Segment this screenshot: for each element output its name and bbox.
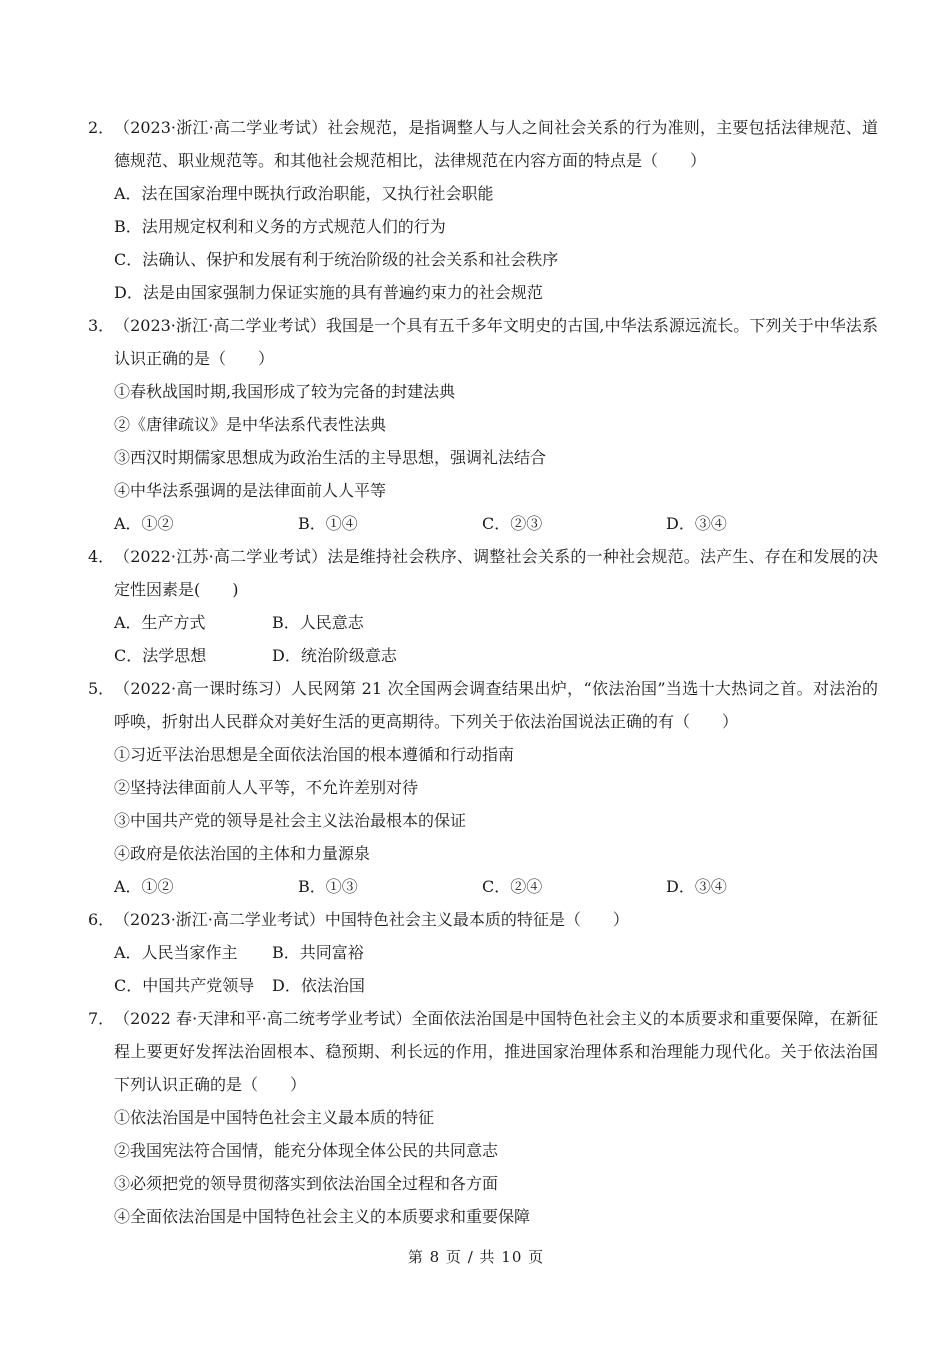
question-number: 2．	[88, 118, 115, 137]
statement-3: ③西汉时期儒家思想成为政治生活的主导思想，强调礼法结合	[114, 448, 547, 467]
statement-2: ②坚持法律面前人人平等，不允许差别对待	[114, 778, 419, 797]
question-4	[88, 540, 878, 672]
option-c: C．法确认、保护和发展有利于统治阶级的社会关系和社会秩序	[114, 250, 559, 269]
question-number: 4．	[88, 547, 115, 566]
option-b: B．①④	[298, 514, 358, 533]
option-b: B．法用规定权利和义务的方式规范人们的行为	[114, 217, 446, 236]
question-text: 法是维持社会秩序、调整社会关系的一种社会规范。法产生、存在和发展的决定性因素是( )	[114, 547, 878, 599]
option-c: C．②④	[482, 877, 543, 896]
option-c: C．②③	[482, 514, 543, 533]
options-row	[88, 507, 878, 540]
option-a: A．①②	[114, 877, 174, 896]
question-text: 人民网第 21 次全国两会调查结果出炉，“依法治国”当选十大热词之首。对法治的呼唤，折射出人民群众对美好生活的更高期待。下列关于依法治国说法正确的有（ ）	[114, 679, 878, 731]
statement-2: ②我国宪法符合国情，能充分体现全体公民的共同意志	[114, 1141, 499, 1160]
question-number: 3．	[88, 316, 115, 335]
statement-3: ③中国共产党的领导是社会主义法治最根本的保证	[114, 811, 467, 830]
statement-1: ①习近平法治思想是全面依法治国的根本遵循和行动指南	[114, 745, 515, 764]
question-7	[88, 1002, 878, 1233]
option-d: D．依法治国	[272, 976, 365, 995]
question-text: 中国特色社会主义最本质的特征是（ ）	[324, 910, 629, 929]
statement-1: ①春秋战国时期,我国形成了较为完备的封建法典	[114, 382, 456, 401]
options-row	[88, 870, 878, 903]
option-c: C．中国共产党领导	[114, 976, 255, 995]
question-number: 7．	[88, 1009, 115, 1028]
question-source: （2023·浙江·高二学业考试）	[114, 118, 328, 137]
question-3	[88, 309, 878, 540]
options-row	[88, 606, 878, 639]
statement-4: ④中华法系强调的是法律面前人人平等	[114, 481, 387, 500]
question-2	[88, 111, 878, 309]
statement-4: ④全面依法治国是中国特色社会主义的本质要求和重要保障	[114, 1207, 531, 1226]
question-stem	[88, 111, 878, 177]
option-b: B．①③	[298, 877, 358, 896]
option-b: B．人民意志	[272, 613, 364, 632]
question-source: （2022·高一课时练习）	[114, 679, 291, 698]
question-source: （2022·江苏·高二学业考试）	[114, 547, 328, 566]
options-row	[88, 639, 878, 672]
question-stem	[88, 309, 878, 375]
question-source: （2023·浙江·高二学业考试）	[114, 910, 325, 929]
question-number: 6．	[88, 910, 115, 929]
statement-3: ③必须把党的领导贯彻落实到依法治国全过程和各方面	[114, 1174, 499, 1193]
option-d: D．统治阶级意志	[272, 646, 397, 665]
question-list	[88, 111, 878, 1233]
page-footer: 第 8 页 / 共 10 页	[407, 1248, 545, 1266]
question-stem	[88, 540, 878, 606]
option-a: A．①②	[114, 514, 174, 533]
question-stem	[88, 1002, 878, 1101]
statement-4: ④政府是依法治国的主体和力量源泉	[114, 844, 371, 863]
option-a: A．法在国家治理中既执行政治职能，又执行社会职能	[114, 184, 494, 203]
options-row	[88, 969, 878, 1002]
statement-2: ②《唐律疏议》是中华法系代表性法典	[114, 415, 387, 434]
question-text: 社会规范，是指调整人与人之间社会关系的行为准则，主要包括法律规范、道德规范、职业规范等。和其他社会规范相比，法律规范在内容方面的特点是（ ）	[114, 118, 878, 170]
option-d: D．③④	[666, 877, 727, 896]
question-stem	[88, 672, 878, 738]
question-text: 我国是一个具有五千多年文明史的古国,中华法系源远流长。下列关于中华法系认识正确的是（ ）	[114, 316, 878, 368]
question-number: 5．	[88, 679, 115, 698]
option-d: D．法是由国家强制力保证实施的具有普遍约束力的社会规范	[114, 283, 543, 302]
option-d: D．③④	[666, 514, 727, 533]
option-a: A．人民当家作主	[114, 943, 238, 962]
option-c: C．法学思想	[114, 646, 207, 665]
question-5	[88, 672, 878, 903]
option-b: B．共同富裕	[272, 943, 364, 962]
question-source: （2022 春·天津和平·高二统考学业考试）	[114, 1009, 412, 1028]
options-row	[88, 936, 878, 969]
question-text: 全面依法治国是中国特色社会主义的本质要求和重要保障，在新征程上要更好发挥法治固根本、稳预期、利长远的作用，推进国家治理体系和治理能力现代化。关于依法治国下列认识正确的是（ ）	[114, 1009, 878, 1094]
question-stem	[88, 903, 878, 936]
statement-1: ①依法治国是中国特色社会主义最本质的特征	[114, 1108, 435, 1127]
option-a: A．生产方式	[114, 613, 206, 632]
question-6	[88, 903, 878, 1002]
question-source: （2023·浙江·高二学业考试）	[114, 316, 326, 335]
